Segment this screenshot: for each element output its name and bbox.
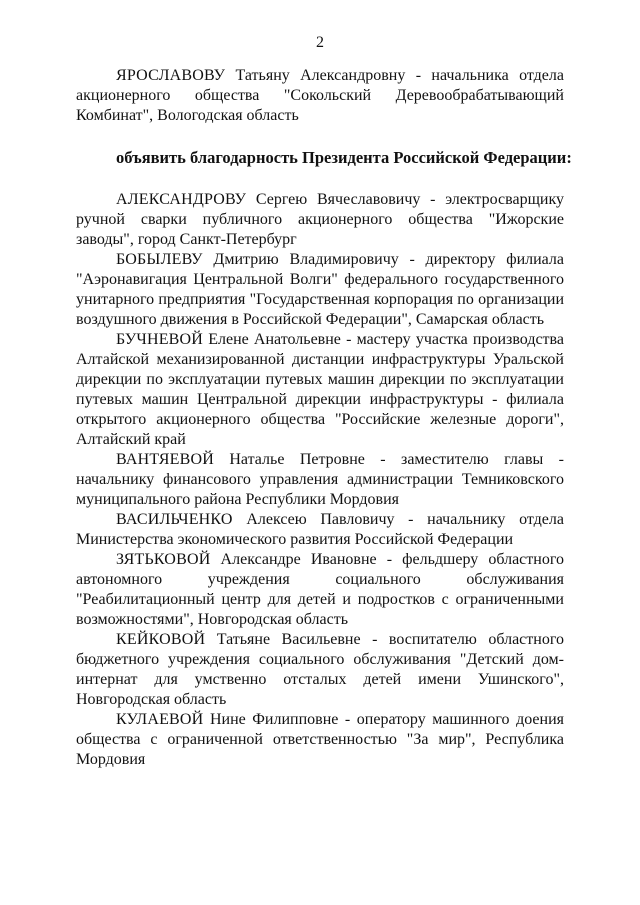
entry-text: Сергею Вячеславовичу - электросварщику ручной сварки публичного акционерного общества "Ижорские заводы", город Санкт-Петербург bbox=[76, 191, 564, 248]
entry-surname: АЛЕКСАНДРОВУ bbox=[116, 191, 247, 208]
award-entry bbox=[76, 190, 564, 250]
entry-text: Наталье Петровне - заместителю главы - начальнику финансового управления администрации Темниковского муниципального района Республики Мордовия bbox=[76, 451, 564, 508]
entry-text: Дмитрию Владимировичу - директору филиала "Аэронавигация Центральной Волги" федерального государственного унитарного предприятия "Государственная корпорация по организации воздушного движения в Российской Федерации", Самарская область bbox=[76, 251, 564, 328]
entry-surname: КЕЙКОВОЙ bbox=[116, 631, 206, 648]
entry-surname: КУЛАЕВОЙ bbox=[116, 711, 204, 728]
award-entry bbox=[76, 450, 564, 510]
entry-surname: БУЧНЕВОЙ bbox=[116, 331, 204, 348]
entry-text: Алексею Павловичу - начальнику отдела Министерства экономического развития Российской Федерации bbox=[76, 511, 564, 548]
entry-surname: ВАСИЛЬЧЕНКО bbox=[116, 511, 233, 528]
award-entry bbox=[76, 630, 564, 710]
award-entry bbox=[76, 710, 564, 770]
award-entry bbox=[76, 550, 564, 630]
entry-text: Татьяне Васильевне - воспитателю областного бюджетного учреждения социального обслуживания "Детский дом-интернат для умственно отсталых детей имени Ушинского", Новгородская область bbox=[76, 631, 564, 708]
document-body bbox=[76, 66, 572, 770]
award-entry bbox=[76, 66, 564, 126]
section-heading: объявить благодарность Президента Российской Федерации: bbox=[116, 148, 572, 167]
entry-surname: ЯРОСЛАВОВУ bbox=[116, 67, 226, 84]
award-entry bbox=[76, 510, 564, 550]
award-entry bbox=[76, 250, 564, 330]
entry-text: Елене Анатольевне - мастеру участка производства Алтайской механизированной дистанции инфраструктуры Уральской дирекции по эксплуатации путевых машин дирекции по эксплуатации путевых машин Центральной дирекции инфраструктуры - филиала открытого акционерного общества "Российские железные дороги", Алтайский край bbox=[76, 331, 564, 448]
entry-text: Нине Филипповне - оператору машинного доения общества с ограниченной ответственностью "За мир", Республика Мордовия bbox=[76, 711, 564, 768]
award-entry bbox=[76, 330, 564, 450]
entry-text: Татьяну Александровну - начальника отдела акционерного общества "Сокольский Деревообрабатывающий Комбинат", Вологодская область bbox=[76, 67, 564, 124]
entry-text: Александре Ивановне - фельдшеру областного автономного учреждения социального обслуживания "Реабилитационный центр для детей и подростков с ограниченными возможностями", Новгородская область bbox=[76, 551, 564, 628]
page-number: 2 bbox=[316, 34, 324, 51]
entry-surname: ВАНТЯЕВОЙ bbox=[116, 451, 214, 468]
entry-surname: ЗЯТЬКОВОЙ bbox=[116, 551, 211, 568]
entry-surname: БОБЫЛЕВУ bbox=[116, 251, 203, 268]
